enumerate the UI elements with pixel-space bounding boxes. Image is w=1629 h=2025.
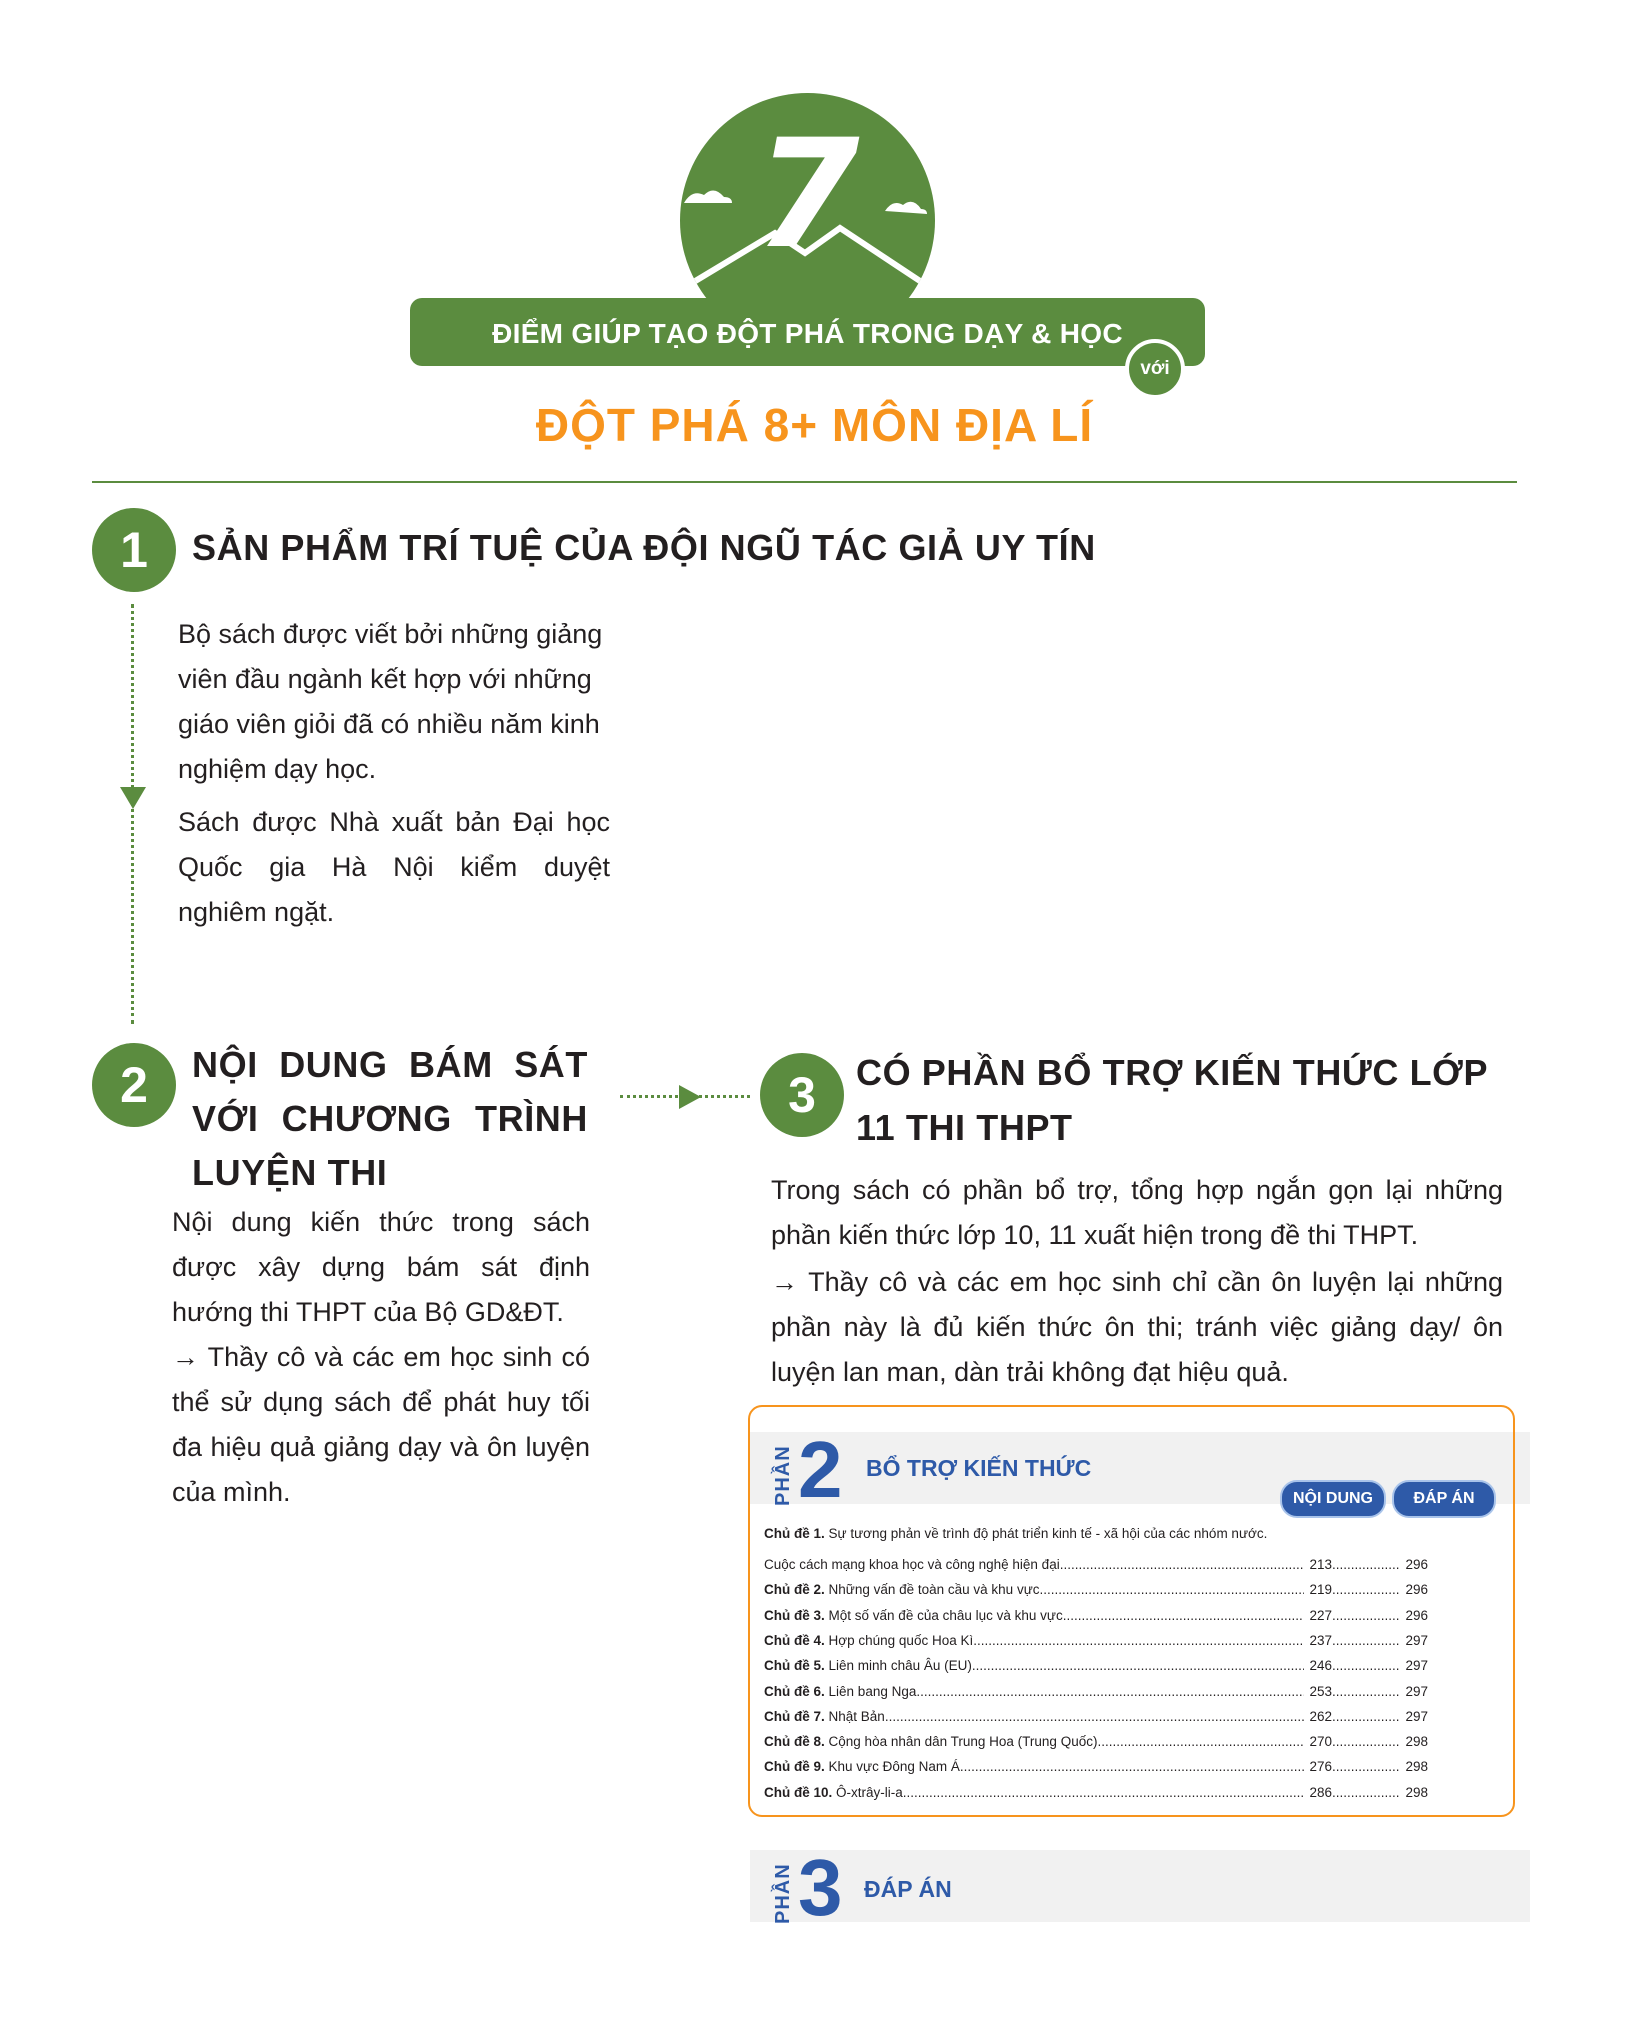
toc-row-leader-2 bbox=[1332, 1704, 1400, 1729]
toc-row-title bbox=[764, 1577, 1039, 1602]
toc-row-leader bbox=[1039, 1577, 1304, 1602]
toc-row-title bbox=[764, 1603, 1063, 1628]
toc-row-title bbox=[764, 1679, 920, 1704]
toc-row-text: Cuộc cách mạng khoa học và công nghệ hiện đại. bbox=[764, 1557, 1064, 1572]
toc-row-page: 286 bbox=[1309, 1784, 1332, 1800]
with-badge: với bbox=[1125, 339, 1185, 399]
toc-row-leader-2 bbox=[1332, 1653, 1400, 1678]
toc-row-answer-page: 298 bbox=[1405, 1784, 1428, 1800]
banner-text: ĐIỂM GIÚP TẠO ĐỘT PHÁ TRONG DẠY & HỌC bbox=[492, 318, 1123, 349]
toc-row-leader-2 bbox=[1332, 1729, 1400, 1754]
toc-row-title bbox=[764, 1704, 889, 1729]
toc-row bbox=[764, 1552, 1428, 1577]
section-2-paragraph-2: → Thầy cô và các em học sinh có thể sử dụng sách để phát huy tối đa hiệu quả giảng dạy và ôn luyện của mình. bbox=[172, 1342, 590, 1507]
toc-row-text: Một số vấn đề của châu lục và khu vực bbox=[828, 1607, 1063, 1623]
feature-count: 7 bbox=[755, 108, 860, 282]
answer-column-label: ĐÁP ÁN bbox=[1392, 1480, 1496, 1518]
section-3-paragraph-2: → Thầy cô và các em học sinh chỉ cần ôn luyện lại những phần này là đủ kiến thức ôn thi; tránh việc giảng dạy/ ôn luyện lan man, dàn trải không đạt hiệu quả. bbox=[771, 1267, 1503, 1387]
toc-row bbox=[764, 1704, 1428, 1729]
toc-row-leader-2 bbox=[1332, 1754, 1400, 1779]
toc-row-answer-page: 296 bbox=[1405, 1582, 1428, 1598]
toc-row-leader-2 bbox=[1332, 1780, 1400, 1805]
toc-row-leader-2 bbox=[1332, 1577, 1400, 1602]
section-3-paragraph-1: Trong sách có phần bổ trợ, tổng hợp ngắn gọn lại những phần kiến thức lớp 10, 11 xuất hiện trong đề thi THPT. bbox=[771, 1175, 1503, 1250]
toc-row-leader bbox=[1101, 1729, 1304, 1754]
toc-row-text: Ô-xtrây-li-a. bbox=[836, 1784, 907, 1800]
toc-row-text: Cộng hòa nhân dân Trung Hoa (Trung Quốc). bbox=[828, 1734, 1102, 1750]
part-3-number: 3 bbox=[798, 1843, 843, 1932]
toc-first-line-text: Sự tương phản về trình độ phát triển kinh tế - xã hội của các nhóm nước. bbox=[828, 1526, 1268, 1541]
toc-row-text: Khu vực Đông Nam Á. bbox=[828, 1759, 964, 1775]
toc-row-text: Hợp chúng quốc Hoa Kì. bbox=[828, 1632, 977, 1648]
toc-row-leader bbox=[964, 1754, 1304, 1779]
toc-row-page: 213 bbox=[1309, 1557, 1332, 1572]
toc-row-page: 237 bbox=[1309, 1632, 1332, 1648]
toc-row-label: Chủ đề 3. bbox=[764, 1607, 825, 1623]
section-3-title: CÓ PHẦN BỔ TRỢ KIẾN THỨC LỚP 11 THI THPT bbox=[856, 1052, 1488, 1148]
toc-row-answer-page: 298 bbox=[1405, 1734, 1428, 1750]
toc-row bbox=[764, 1679, 1428, 1704]
toc-row bbox=[764, 1754, 1428, 1779]
toc-row-page: 219 bbox=[1309, 1582, 1332, 1598]
divider bbox=[92, 481, 1517, 483]
toc-row-text: Những vấn đề toàn cầu và khu vực bbox=[828, 1582, 1040, 1598]
arrow-down-icon bbox=[120, 787, 146, 809]
toc-row-page: 246 bbox=[1309, 1658, 1332, 1674]
part-3-label: PHẦN bbox=[772, 1863, 794, 1924]
toc-row-text: Liên minh châu Âu (EU). bbox=[828, 1658, 976, 1674]
toc-row-label: Chủ đề 7. bbox=[764, 1708, 825, 1724]
section-1-paragraph-2: Sách được Nhà xuất bản Đại học Quốc gia Hà Nội kiểm duyệt nghiêm ngặt. bbox=[178, 807, 610, 927]
toc-row bbox=[764, 1603, 1428, 1628]
toc-row bbox=[764, 1628, 1428, 1653]
toc-row-title bbox=[764, 1754, 964, 1779]
toc-row-page: 276 bbox=[1309, 1759, 1332, 1775]
part-3-title: ĐÁP ÁN bbox=[864, 1876, 952, 1902]
toc-row bbox=[764, 1577, 1428, 1602]
toc-row-title bbox=[764, 1552, 1063, 1577]
toc-row-leader bbox=[907, 1780, 1304, 1805]
section-2-paragraph-1: Nội dung kiến thức trong sách được xây dựng bám sát định hướng thi THPT của Bộ GD&ĐT. bbox=[172, 1207, 590, 1327]
section-2-number: 2 bbox=[92, 1043, 176, 1127]
toc-first-line bbox=[764, 1526, 1267, 1541]
toc-row-page: 253 bbox=[1309, 1683, 1332, 1699]
toc-row-label: Chủ đề 8. bbox=[764, 1734, 825, 1750]
toc-row-title bbox=[764, 1780, 907, 1805]
section-2-title: NỘI DUNG BÁM SÁT VỚI CHƯƠNG TRÌNH LUYỆN THI bbox=[192, 1044, 588, 1193]
toc-row-leader-2 bbox=[1332, 1679, 1400, 1704]
toc-row-page: 227 bbox=[1309, 1607, 1332, 1623]
arrow-right-icon bbox=[679, 1085, 701, 1109]
toc-row-label: Chủ đề 4. bbox=[764, 1632, 825, 1648]
section-3-number: 3 bbox=[760, 1053, 844, 1137]
toc-row-text: Nhật Bản. bbox=[828, 1708, 889, 1724]
toc-row-answer-page: 297 bbox=[1405, 1658, 1428, 1674]
toc-row-leader bbox=[889, 1704, 1304, 1729]
toc-row-leader-2 bbox=[1332, 1603, 1400, 1628]
toc-row-text: Liên bang Nga. bbox=[828, 1683, 921, 1699]
toc-row-answer-page: 298 bbox=[1405, 1759, 1428, 1775]
toc-row-leader bbox=[920, 1679, 1304, 1704]
part-2-number: 2 bbox=[798, 1425, 843, 1514]
section-1-number: 1 bbox=[92, 508, 176, 592]
toc-row-label: Chủ đề 2. bbox=[764, 1582, 825, 1598]
toc-row-label: Chủ đề 10. bbox=[764, 1784, 833, 1800]
toc-row-label: Chủ đề 6. bbox=[764, 1683, 825, 1699]
toc-row-title bbox=[764, 1653, 976, 1678]
toc-row-answer-page: 297 bbox=[1405, 1708, 1428, 1724]
toc-row bbox=[764, 1653, 1428, 1678]
toc-row-leader bbox=[976, 1653, 1304, 1678]
toc-row bbox=[764, 1780, 1428, 1805]
toc-row-page: 262 bbox=[1309, 1708, 1332, 1724]
section-1-paragraph-1: Bộ sách được viết bởi những giảng viên đầu ngành kết hợp với những giáo viên giỏi đã có nhiều năm kinh nghiệm dạy học. bbox=[178, 619, 603, 784]
toc-row-leader-2 bbox=[1332, 1628, 1400, 1653]
toc-row-answer-page: 296 bbox=[1405, 1607, 1428, 1623]
toc-row bbox=[764, 1729, 1428, 1754]
toc-row-title bbox=[764, 1729, 1101, 1754]
toc-row-leader-2 bbox=[1332, 1552, 1400, 1577]
toc-row-leader bbox=[1063, 1552, 1304, 1577]
part-2-title: BỔ TRỢ KIẾN THỨC bbox=[866, 1455, 1092, 1481]
content-column-label: NỘI DUNG bbox=[1280, 1480, 1386, 1518]
toc-first-line-label: Chủ đề 1. bbox=[764, 1526, 825, 1541]
dotted-connector-vertical bbox=[131, 604, 134, 1024]
toc-row-answer-page: 296 bbox=[1405, 1557, 1428, 1572]
toc-row-answer-page: 297 bbox=[1405, 1632, 1428, 1648]
toc-row-title bbox=[764, 1628, 977, 1653]
toc-row-answer-page: 297 bbox=[1405, 1683, 1428, 1699]
toc-row-label: Chủ đề 5. bbox=[764, 1658, 825, 1674]
toc-row-leader bbox=[1063, 1603, 1304, 1628]
page-title: ĐỘT PHÁ 8+ MÔN ĐỊA LÍ bbox=[535, 399, 1094, 451]
toc-row-leader bbox=[977, 1628, 1304, 1653]
part-2-label: PHẦN bbox=[772, 1445, 794, 1506]
section-1-title: SẢN PHẨM TRÍ TUỆ CỦA ĐỘI NGŨ TÁC GIẢ UY TÍN bbox=[192, 527, 1096, 568]
toc-row-label: Chủ đề 9. bbox=[764, 1759, 825, 1775]
toc-row-page: 270 bbox=[1309, 1734, 1332, 1750]
